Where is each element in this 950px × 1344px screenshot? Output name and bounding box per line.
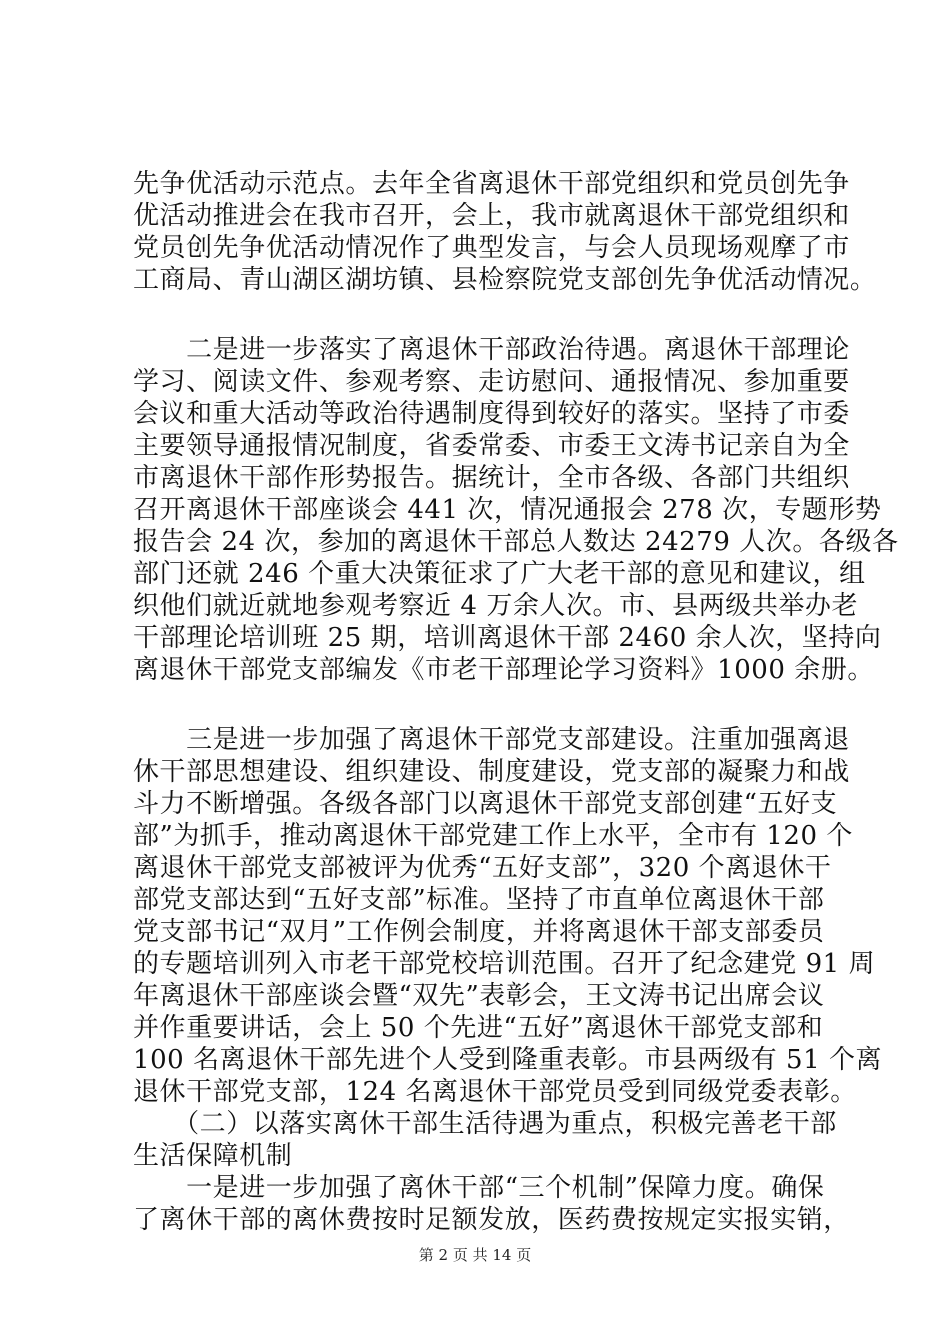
text-line: 离退休干部党支部被评为优秀“五好支部”，320 个离退休干 bbox=[133, 853, 832, 883]
text-line: 织他们就近就地参观考察近 4 万余人次。市、县两级共举办老 bbox=[133, 591, 859, 621]
text-line: 离退休干部党支部编发《市老干部理论学习资料》1000 余册。 bbox=[133, 655, 874, 685]
text-line: 退休干部党支部，124 名离退休干部党员受到同级党委表彰。 bbox=[133, 1077, 857, 1107]
text-line: 三是进一步加强了离退休干部党支部建设。注重加强离退 bbox=[133, 725, 850, 755]
text-line: 市离退休干部作形势报告。据统计，全市各级、各部门共组织 bbox=[133, 463, 850, 493]
page-number-footer: 第 2 页 共 14 页 bbox=[418, 1246, 532, 1264]
paragraph-spacer bbox=[133, 296, 833, 334]
text-line: 斗力不断增强。各级各部门以离退休干部党支部创建“五好支 bbox=[133, 789, 838, 819]
section-heading-line: （二）以落实离休干部生活待遇为重点，积极完善老干部 bbox=[133, 1109, 837, 1139]
paragraph-3 bbox=[133, 724, 883, 1236]
text-line: 召开离退休干部座谈会 441 次，情况通报会 278 次，专题形势 bbox=[133, 495, 882, 525]
text-line: 报告会 24 次，参加的离退休干部总人数达 24279 人次。各级各 bbox=[133, 527, 899, 557]
text-line: 一是进一步加强了离休干部“三个机制”保障力度。确保 bbox=[133, 1173, 825, 1203]
text-line: 年离退休干部座谈会暨“双先”表彰会，王文涛书记出席会议 bbox=[133, 981, 825, 1011]
paragraph-2 bbox=[133, 334, 899, 686]
document-body bbox=[133, 168, 899, 1236]
text-line: 部”为抓手，推动离退休干部党建工作上水平，全市有 120 个 bbox=[133, 821, 853, 851]
text-line: 优活动推进会在我市召开，会上，我市就离退休干部党组织和 bbox=[133, 201, 850, 231]
text-line: 的专题培训列入市老干部党校培训范围。召开了纪念建党 91 周 bbox=[133, 949, 876, 979]
text-line: 干部理论培训班 25 期，培训离退休干部 2460 余人次，坚持向 bbox=[133, 623, 882, 653]
text-line: 会议和重大活动等政治待遇制度得到较好的落实。坚持了市委 bbox=[133, 399, 850, 429]
text-line: 并作重要讲话，会上 50 个先进“五好”离退休干部党支部和 bbox=[133, 1013, 824, 1043]
text-line: 党支部书记“双月”工作例会制度，并将离退休干部支部委员 bbox=[133, 917, 825, 947]
text-line: 了离休干部的离休费按时足额发放，医药费按规定实报实销， bbox=[133, 1205, 850, 1235]
text-line: 学习、阅读文件、参观考察、走访慰问、通报情况、参加重要 bbox=[133, 367, 850, 397]
paragraph-spacer bbox=[133, 686, 833, 724]
text-line: 党员创先争优活动情况作了典型发言，与会人员现场观摩了市 bbox=[133, 233, 850, 263]
section-heading-line: 生活保障机制 bbox=[133, 1141, 293, 1171]
text-line: 主要领导通报情况制度，省委常委、市委王文涛书记亲自为全 bbox=[133, 431, 850, 461]
text-line: 二是进一步落实了离退休干部政治待遇。离退休干部理论 bbox=[133, 335, 850, 365]
text-line: 100 名离退休干部先进个人受到隆重表彰。市县两级有 51 个离 bbox=[133, 1045, 883, 1075]
text-line: 部门还就 246 个重大决策征求了广大老干部的意见和建议，组 bbox=[133, 559, 866, 589]
text-line: 工商局、青山湖区湖坊镇、县检察院党支部创先争优活动情况。 bbox=[133, 265, 877, 295]
text-line: 先争优活动示范点。去年全省离退休干部党组织和党员创先争 bbox=[133, 169, 850, 199]
text-line: 休干部思想建设、组织建设、制度建设，党支部的凝聚力和战 bbox=[133, 757, 850, 787]
text-line: 部党支部达到“五好支部”标准。坚持了市直单位离退休干部 bbox=[133, 885, 825, 915]
paragraph-1 bbox=[133, 168, 877, 296]
